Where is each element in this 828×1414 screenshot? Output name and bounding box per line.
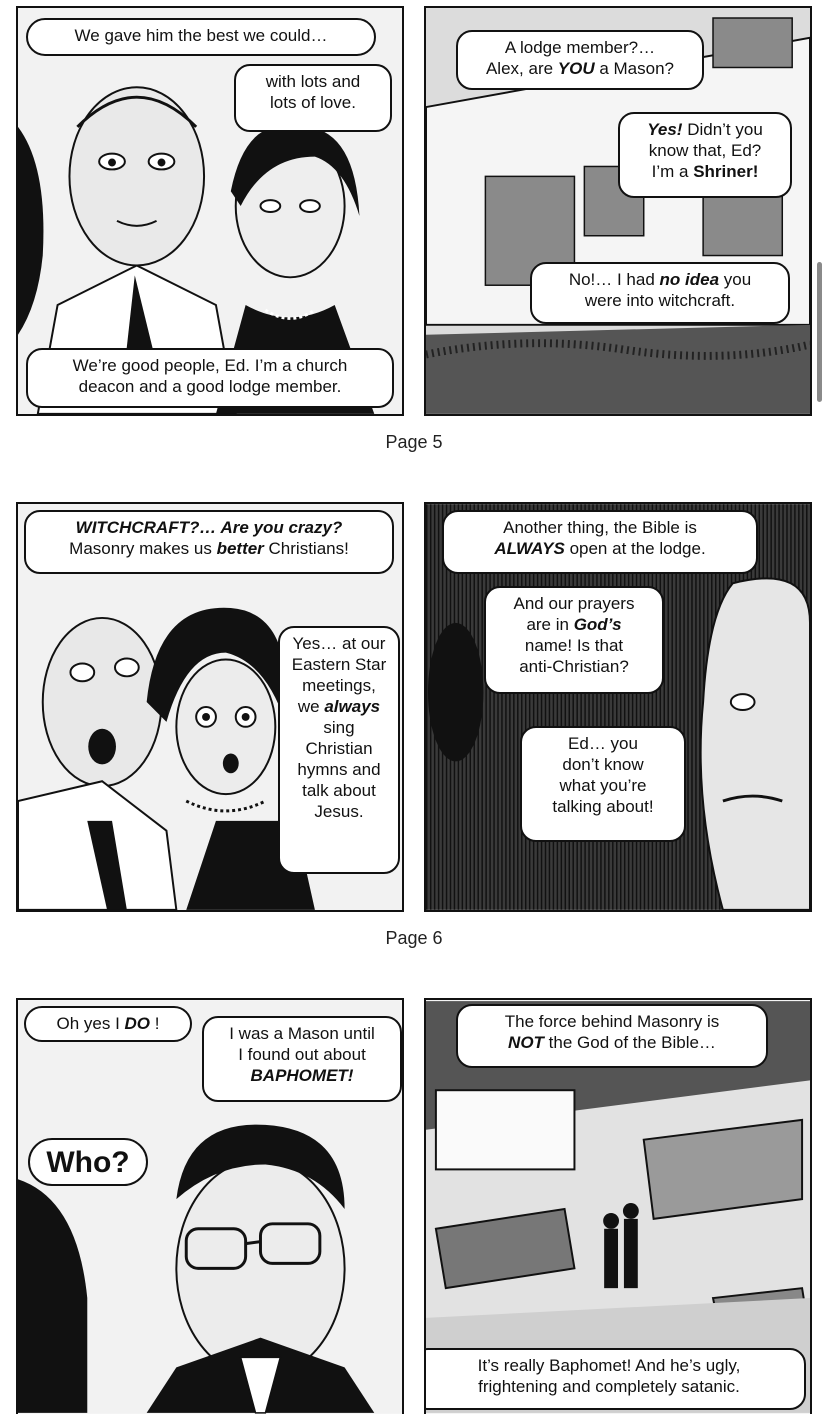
bubble-text-emphasis: better: [216, 539, 264, 558]
speech-bubble: [618, 112, 792, 198]
speech-bubble: [520, 726, 686, 842]
bubble-text: We gave him the best we could…: [74, 26, 328, 45]
speech-bubble: [26, 18, 376, 56]
bubble-text: It’s really Baphomet! And he’s ugly,: [477, 1356, 741, 1375]
bubble-text: No!… I had: [568, 270, 660, 289]
bubble-text: what you’re: [559, 776, 647, 795]
bubble-text: Eastern Star: [291, 655, 387, 674]
speech-bubble: [456, 1004, 768, 1068]
speech-bubble: [442, 510, 758, 574]
bubble-text: A lodge member?…: [504, 38, 656, 57]
page7-right-panel: [424, 998, 812, 1414]
bubble-text: I’m a: [651, 162, 694, 181]
bubble-text: frightening and completely satanic.: [478, 1377, 740, 1396]
page6-left-panel: [16, 502, 404, 912]
bubble-text-emphasis: God’s: [573, 615, 622, 634]
bubble-text: lots of love.: [270, 93, 356, 112]
bubble-text: And our prayers: [513, 594, 635, 613]
bubble-text: Alex, are: [485, 59, 558, 78]
bubble-text-emphasis: Shriner!: [693, 162, 759, 181]
bubble-text: I found out about: [238, 1045, 366, 1064]
speech-bubble: [530, 262, 790, 324]
bubble-text: anti-Christian?: [519, 657, 629, 676]
bubble-text: Another thing, the Bible is: [503, 518, 697, 537]
bubble-text: Ed… you: [568, 734, 638, 753]
speech-bubble: [202, 1016, 402, 1102]
page7-left-panel: [16, 998, 404, 1414]
bubble-text: deacon and a good lodge member.: [78, 377, 342, 396]
page6-right-panel: [424, 502, 812, 912]
bubble-text-emphasis: no idea: [659, 270, 720, 289]
bubble-text: meetings,: [302, 676, 376, 695]
bubble-text: a Mason?: [594, 59, 675, 78]
bubble-text: Christians!: [263, 539, 349, 558]
bubble-text-emphasis: DO: [124, 1014, 151, 1033]
bubble-text: Jesus.: [314, 802, 364, 821]
bubble-text: don’t know: [562, 755, 644, 774]
bubble-text: Yes… at our: [292, 634, 386, 653]
bubble-text-emphasis: Yes!: [647, 120, 683, 139]
bubble-text: with lots and: [265, 72, 361, 91]
speech-bubble: [28, 1138, 148, 1186]
bubble-text: !: [150, 1014, 160, 1033]
bubble-text: Who?: [46, 1146, 130, 1179]
bubble-text-emphasis: NOT: [508, 1033, 544, 1052]
page5-left-panel: [16, 6, 404, 416]
bubble-text-emphasis: YOU: [557, 59, 595, 78]
vertical-scrollbar[interactable]: [817, 262, 822, 402]
bubble-text-emphasis: always: [324, 697, 381, 716]
speech-bubble: [24, 510, 394, 574]
page-number-label: Page 6: [385, 928, 443, 948]
speech-bubble: [24, 1006, 192, 1042]
bubble-text: We’re good people, Ed. I’m a church: [72, 356, 348, 375]
bubble-text-emphasis: WITCHCRAFT?… Are you crazy?: [75, 518, 343, 537]
bubble-text: name! Is that: [524, 636, 624, 655]
bubble-text: know that, Ed?: [648, 141, 762, 160]
bubble-text: Oh yes I: [56, 1014, 125, 1033]
speech-bubble: [234, 64, 392, 132]
bubble-text: sing: [323, 718, 355, 737]
bubble-text: talk about: [302, 781, 376, 800]
speech-bubble: [278, 626, 400, 874]
bubble-text: hymns and: [297, 760, 381, 779]
bubble-text: the God of the Bible…: [543, 1033, 716, 1052]
bubble-text: we: [297, 697, 325, 716]
bubble-text: you: [719, 270, 752, 289]
speech-bubble: [484, 586, 664, 694]
bubble-text: talking about!: [552, 797, 654, 816]
bubble-text: Masonry makes us: [69, 539, 217, 558]
speech-bubble: [456, 30, 704, 90]
page-number-label: Page 5: [385, 432, 443, 452]
speech-bubble: [424, 1348, 806, 1410]
bubble-text-emphasis: BAPHOMET!: [250, 1066, 354, 1085]
bubble-text-emphasis: ALWAYS: [494, 539, 565, 558]
speech-bubble: [26, 348, 394, 408]
bubble-text: Christian: [305, 739, 373, 758]
bubble-text: Didn’t you: [682, 120, 763, 139]
bubble-text: are in: [526, 615, 574, 634]
bubble-text: open at the lodge.: [564, 539, 706, 558]
bubble-text: I was a Mason until: [229, 1024, 375, 1043]
page5-right-panel: [424, 6, 812, 416]
bubble-text: were into witchcraft.: [584, 291, 736, 310]
bubble-text: The force behind Masonry is: [504, 1012, 720, 1031]
